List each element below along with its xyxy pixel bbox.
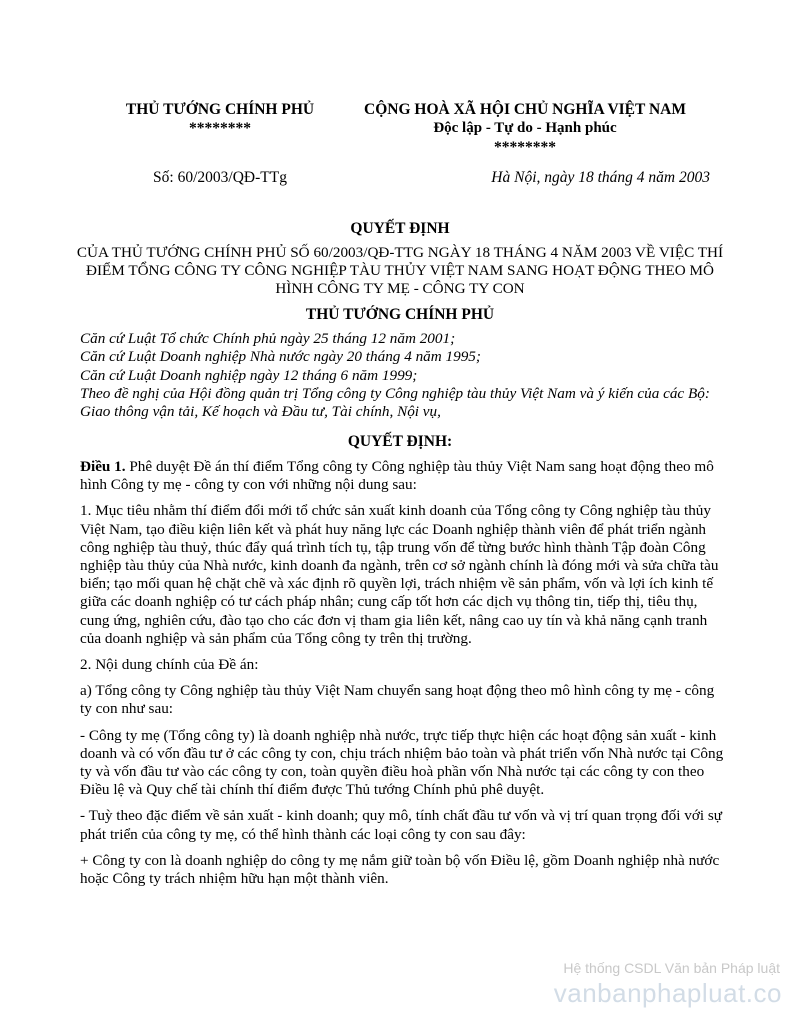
country-name: CỘNG HOÀ XÃ HỘI CHỦ NGHĨA VIỆT NAM <box>364 101 686 118</box>
authority-heading: THỦ TƯỚNG CHÍNH PHỦ <box>305 306 495 323</box>
paragraph: - Công ty mẹ (Tổng công ty) là doanh nghiệp nhà nước, trực tiếp thực hiện các hoạt động sản xuất - kinh doanh và có vốn đầu tư ở các công ty con, chịu trách nhiệm bảo toàn và phát triển vốn Nhà nước tại Công ty và vốn đầu tư vào các công ty con, toàn quyền điều hoà phần vốn Nhà nước tại các công ty con theo Điều lệ và Quy chế tài chính thí điểm được Thủ tướng Chính phủ phê duyệt. <box>80 726 724 799</box>
paragraph: + Công ty con là doanh nghiệp do công ty mẹ nắm giữ toàn bộ vốn Điều lệ, gồm Doanh nghiệp nhà nước hoặc Công ty trách nhiệm hữu hạn một thành viên. <box>80 851 720 888</box>
national-motto-stars: ******** <box>494 139 556 156</box>
article-1-text: Phê duyệt Đề án thí điểm Tổng công ty Công nghiệp tàu thủy Việt Nam sang hoạt động theo mô hình Công ty mẹ - công ty con với những nội dung sau: <box>80 458 714 494</box>
issuing-authority-stars: ******** <box>189 120 251 137</box>
article-1-label: Điều 1. <box>80 458 126 475</box>
legal-basis-item: Căn cứ Luật Tổ chức Chính phủ ngày 25 tháng 12 năm 2001; <box>80 330 456 347</box>
national-motto-block <box>345 100 705 157</box>
watermark-caption: Hệ thống CSDL Văn bản Pháp luật <box>563 960 780 976</box>
place-and-date: Hà Nội, ngày 18 tháng 4 năm 2003 <box>491 169 710 186</box>
paragraph: 1. Mục tiêu nhằm thí điểm đổi mới tổ chức sản xuất kinh doanh của Tổng công ty Công nghiệp tàu thủy Việt Nam, tạo điều kiện liên kết và phát huy năng lực các Doanh nghiệp thành viên để phát triển ngành công nghiệp tàu thuỷ, thúc đẩy quá trình tích tụ, tập trung vốn để từng bước hình thành Tập đoàn Công nghiệp tàu thủy của Nhà nước, kinh doanh đa ngành, trên cơ sở ngành chính là đóng mới và sửa chữa tàu biển; tạo mối quan hệ chặt chẽ và xác định rõ quyền lợi, trách nhiệm về sản phẩm, vốn và lợi ích kinh tế giữa các doanh nghiệp có tư cách pháp nhân; cung cấp tốt hơn các dịch vụ thông tin, tiếp thị, tiêu thụ, cung ứng, nghiên cứu, đào tạo cho các đơn vị tham gia liên kết, nâng cao uy tín và khả năng cạnh tranh của doanh nghiệp và sản phẩm của Tổng công ty trên thị trường. <box>80 502 719 647</box>
legal-basis-item: Căn cứ Luật Doanh nghiệp Nhà nước ngày 20 tháng 4 năm 1995; <box>80 348 481 366</box>
paragraph: - Tuỳ theo đặc điểm về sản xuất - kinh doanh; quy mô, tính chất đầu tư vốn và vị trí quan trọng đối với sự phát triển của công ty mẹ, có thể hình thành các loại công ty con sau đây: <box>80 807 723 843</box>
paragraph: 2. Nội dung chính của Đề án: <box>80 656 259 674</box>
national-motto: Độc lập - Tự do - Hạnh phúc <box>433 120 617 136</box>
document-number: Số: 60/2003/QĐ-TTg <box>153 169 287 186</box>
legal-basis <box>80 330 720 421</box>
paragraph: a) Tổng công ty Công nghiệp tàu thủy Việt Nam chuyển sang hoạt động theo mô hình công ty mẹ - công ty con như sau: <box>80 682 715 718</box>
document-body <box>80 458 725 896</box>
legal-basis-item: Theo đề nghị của Hội đồng quản trị Tổng công ty Công nghiệp tàu thủy Việt Nam và ý kiến của các Bộ: Giao thông vận tải, Kế hoạch và Đầu tư, Tài chính, Nội vụ, <box>80 384 710 421</box>
document-type-title: QUYẾT ĐỊNH <box>350 220 450 237</box>
issuing-authority-block <box>85 100 355 138</box>
legal-basis-item: Căn cứ Luật Doanh nghiệp ngày 12 tháng 6 năm 1999; <box>80 366 418 384</box>
decision-heading: QUYẾT ĐỊNH: <box>347 433 453 450</box>
document-subtitle: CỦA THỦ TƯỚNG CHÍNH PHỦ SỐ 60/2003/QĐ-TTG NGÀY 18 THÁNG 4 NĂM 2003 VỀ VIỆC THÍ ĐIỂM TỔNG CÔNG TY CÔNG NGHIỆP TÀU THỦY VIỆT NAM SANG HOẠT ĐỘNG THEO MÔ HÌNH CÔNG TY MẸ - CÔNG TY CON <box>76 244 724 297</box>
article-1 <box>80 458 725 494</box>
watermark-site: vanbanphapluat.co <box>553 978 782 1008</box>
issuing-authority: THỦ TƯỚNG CHÍNH PHỦ <box>125 101 315 118</box>
